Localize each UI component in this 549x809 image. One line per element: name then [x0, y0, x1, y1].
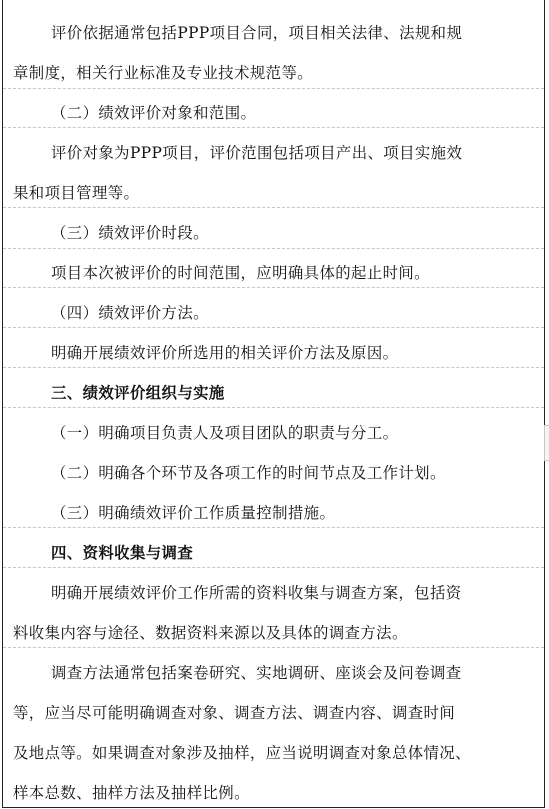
section-heading: 四、资料收集与调查: [51, 544, 194, 562]
section-subheading: （二）绩效评价对象和范围。: [51, 104, 257, 122]
row-divider: [3, 207, 544, 208]
section-heading: 三、绩效评价组织与实施: [51, 384, 225, 402]
paragraph-line: 明确开展绩效评价工作所需的资料收集与调查方案，包括资: [51, 584, 462, 602]
document-page: [2, 0, 545, 808]
paragraph-line: 及地点等。如果调查对象涉及抽样，应当说明调查对象总体情况、: [13, 744, 471, 762]
paragraph-line: 等，应当尽可能明确调查对象、调查方法、调查内容、调查时间: [13, 704, 456, 722]
row-divider: [3, 287, 544, 288]
section-subheading: （一）明确项目负责人及项目团队的职责与分工。: [51, 424, 399, 442]
paragraph-line: 明确开展绩效评价所选用的相关评价方法及原因。: [51, 344, 399, 362]
row-divider: [3, 527, 544, 528]
section-subheading: （四）绩效评价方法。: [51, 304, 209, 322]
section-subheading: （三）明确绩效评价工作质量控制措施。: [51, 504, 336, 522]
row-divider: [3, 248, 544, 249]
row-divider: [3, 647, 544, 648]
section-subheading: （二）明确各个环节及各项工作的时间节点及工作计划。: [51, 464, 446, 482]
row-divider: [3, 367, 544, 368]
paragraph-line: 料收集内容与途径、数据资料来源以及具体的调查方法。: [13, 624, 408, 642]
paragraph-line: 评价依据通常包括PPP项目合同，项目相关法律、法规和规: [51, 24, 463, 42]
row-divider: [3, 327, 544, 328]
paragraph-line: 调查方法通常包括案卷研究、实地调研、座谈会及问卷调查: [51, 664, 462, 682]
row-divider: [3, 567, 544, 568]
paragraph-line: 评价对象为PPP项目，评价范围包括项目产出、项目实施效: [51, 144, 463, 162]
paragraph-line: 果和项目管理等。: [13, 184, 140, 202]
row-divider: [3, 88, 544, 89]
paragraph-line: 章制度，相关行业标准及专业技术规范等。: [13, 64, 314, 82]
paragraph-line: 项目本次被评价的时间范围，应明确具体的起止时间。: [51, 264, 430, 282]
scrollbar-handle[interactable]: [544, 425, 549, 461]
row-divider: [3, 127, 544, 128]
paragraph-line: 样本总数、抽样方法及抽样比例。: [13, 784, 250, 802]
row-divider: [3, 407, 544, 408]
section-subheading: （三）绩效评价时段。: [51, 224, 209, 242]
